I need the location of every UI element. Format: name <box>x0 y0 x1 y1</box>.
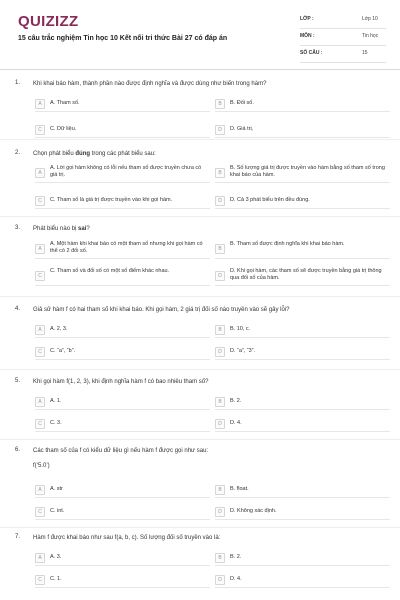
option-text: B. 2. <box>230 554 242 560</box>
question-number: 5. <box>15 378 21 384</box>
option-text: A. 3. <box>50 554 62 560</box>
option-letter-box: C <box>35 125 45 135</box>
option-text: A. Lời gọi hàm không có lỗi nếu tham số được truyền chưa có giá trị. <box>50 165 202 178</box>
option-text: D. 4. <box>230 576 242 582</box>
document-title: 15 câu trắc nghiệm Tin học 10 Kết nối tri thức Bài 27 có đáp án <box>18 35 228 42</box>
emphasis: đúng <box>75 151 91 157</box>
meta-label: SỐ CÂU : <box>300 50 323 56</box>
option-text: D. Khi gọi hàm, các tham số sẽ được truyền bằng giá trị thông qua đối số của hàm. <box>230 268 382 281</box>
option-text: C. Tham số là giá trị được truyền vào khi gọi hàm. <box>50 197 173 203</box>
question-list <box>0 70 400 600</box>
option-letter-box: A <box>35 244 45 254</box>
question-text: Hàm f được khai báo như sau f(a, b, c). Số lượng đối số truyền vào là: <box>33 535 221 541</box>
question-number: 3. <box>15 225 21 231</box>
option-text: C. Tham số và đối số có một số điểm khác nhau. <box>50 268 170 274</box>
meta-label: LỚP : <box>300 16 314 22</box>
option-text: A. Một hàm khi khai báo có một tham số nhưng khi gọi hàm có thể có 2 đối số. <box>50 241 203 254</box>
option-text: D. Giá trị. <box>230 126 254 132</box>
question-text: Khi gọi hàm f(1, 2, 3), khi định nghĩa hàm f có bao nhiêu tham số? <box>33 379 209 385</box>
option-letter-box: B <box>215 168 225 178</box>
option-letter-box: D <box>215 196 225 206</box>
emphasis: sai <box>78 226 87 232</box>
option-text: C. Dữ liệu. <box>50 126 77 132</box>
option-letter-box: A <box>35 99 45 109</box>
option-text: D. Không xác định. <box>230 508 277 514</box>
option-letter-box: D <box>215 347 225 357</box>
quizizz-logo[interactable]: QUIZIZZ <box>18 13 79 30</box>
option-letter-box: D <box>215 575 225 585</box>
option-letter-box: A <box>35 168 45 178</box>
question-number: 7. <box>15 534 21 540</box>
meta-row-grade <box>300 12 386 29</box>
option-text: A. str <box>50 486 63 492</box>
option-letter-box: C <box>35 271 45 281</box>
question-number: 1. <box>15 80 21 86</box>
meta-table <box>300 12 386 63</box>
question-text: Khi khai báo hàm, thành phần nào được định nghĩa và được dùng như biến trong hàm? <box>33 81 267 87</box>
option-letter-box: A <box>35 397 45 407</box>
option-letter-box: C <box>35 347 45 357</box>
option-text: B. 10, c. <box>230 326 251 332</box>
question-text: Các tham số của f có kiểu dữ liệu gì nếu hàm f được gọi như sau: <box>33 448 209 454</box>
option-letter-box: C <box>35 419 45 429</box>
option-letter-box: A <box>35 325 45 335</box>
meta-value: Tin học <box>362 33 379 39</box>
option-letter-box: A <box>35 553 45 563</box>
header <box>0 0 400 70</box>
option-letter-box: B <box>215 485 225 495</box>
option-text: C. 1. <box>50 576 62 582</box>
question-code: f(‘5.0’) <box>33 463 50 469</box>
option-text: C. 3. <box>50 420 62 426</box>
option-text: A. 1. <box>50 398 62 404</box>
option-text: B. Số lượng giá trị được truyền vào hàm bằng số tham số trong khai báo của hàm. <box>230 165 385 178</box>
option-letter-box: B <box>215 244 225 254</box>
option-letter-box: B <box>215 99 225 109</box>
option-text: A. Tham số. <box>50 100 80 106</box>
option-letter-box: D <box>215 419 225 429</box>
option-text: B. Đối số. <box>230 100 254 106</box>
question-text: Chọn phát biểu đúng trong các phát biểu sau: <box>33 151 156 157</box>
question-text: Phát biểu nào bị sai? <box>33 226 90 232</box>
option-letter-box: D <box>215 125 225 135</box>
question-text: Giả sử hàm f có hai tham số khi khai báo. Khi gọi hàm, 2 giá trị đối số nào truyền vào sẽ gây lỗi? <box>33 307 290 313</box>
option-letter-box: D <box>215 271 225 281</box>
meta-value: Lớp 10 <box>362 16 378 22</box>
option-letter-box: C <box>35 196 45 206</box>
option-text: C. “a”, “b”. <box>50 348 76 354</box>
option-text: D. 4. <box>230 420 242 426</box>
option-letter-box: C <box>35 507 45 517</box>
option-letter-box: C <box>35 575 45 585</box>
option-text: B. 2. <box>230 398 242 404</box>
meta-value: 15 <box>362 50 368 56</box>
meta-row-count <box>300 46 386 63</box>
meta-row-subject <box>300 29 386 46</box>
option-letter-box: A <box>35 485 45 495</box>
option-letter-box: B <box>215 553 225 563</box>
option-text: B. Tham số được định nghĩa khi khai báo hàm. <box>230 241 345 247</box>
question-number: 6. <box>15 447 21 453</box>
option-text: A. 2, 3. <box>50 326 68 332</box>
question-number: 4. <box>15 306 21 312</box>
option-text: B. float. <box>230 486 249 492</box>
option-letter-box: D <box>215 507 225 517</box>
question-number: 2. <box>15 150 21 156</box>
option-text: D. Cả 3 phát biểu trên đều đúng. <box>230 197 310 203</box>
option-letter-box: B <box>215 397 225 407</box>
option-text: D. “a”, “3”. <box>230 348 256 354</box>
option-letter-box: B <box>215 325 225 335</box>
option-text: C. int. <box>50 508 65 514</box>
meta-label: MÔN : <box>300 33 315 39</box>
